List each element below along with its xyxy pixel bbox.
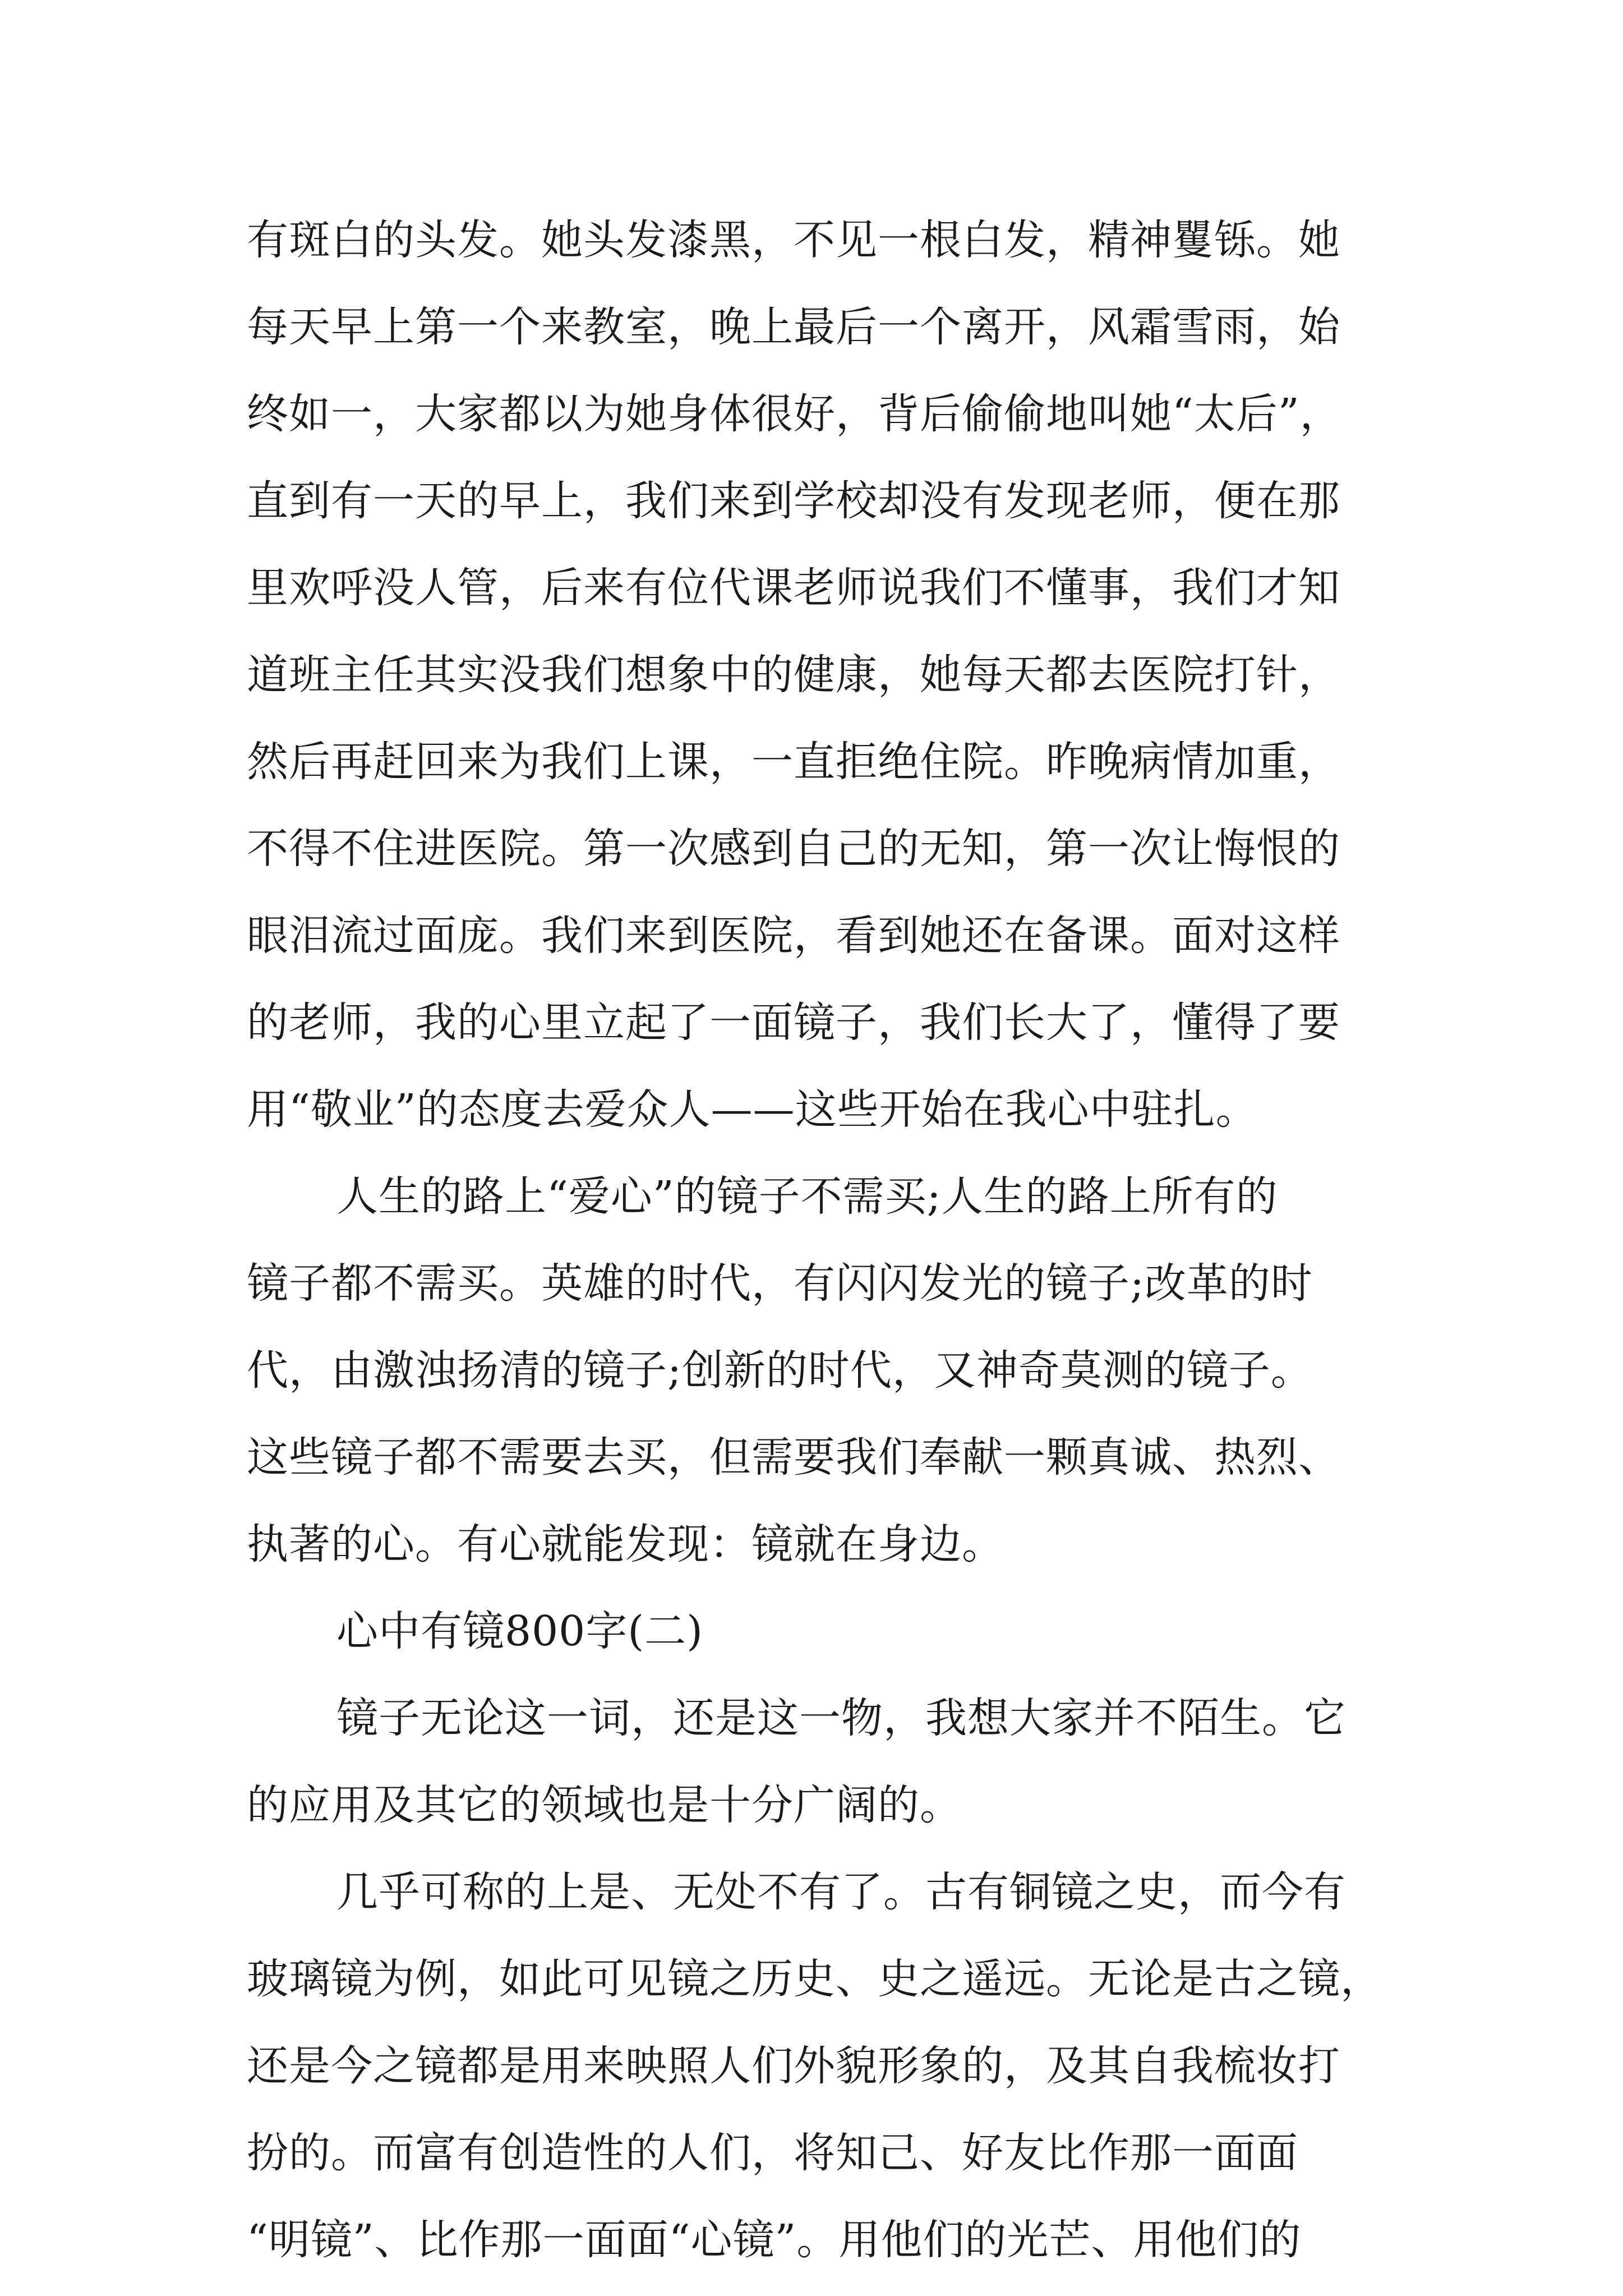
paragraph-start: 镜子无论这一词，还是这一物，我想大家并不陌生。它 xyxy=(336,1694,1346,1742)
text-line: 道班主任其实没我们想象中的健康，她每天都去医院打针， xyxy=(247,651,1340,699)
section-heading: 心中有镜800字(二) xyxy=(336,1607,703,1655)
text-line: 还是今之镜都是用来映照人们外貌形象的，及其自我梳妆打 xyxy=(247,2042,1340,2090)
text-line: 镜子都不需买。英雄的时代，有闪闪发光的镜子;改革的时 xyxy=(247,1259,1313,1308)
text-line: 玻璃镜为例，如此可见镜之历史、史之遥远。无论是古之镜， xyxy=(247,1955,1382,2003)
text-line: “明镜”、比作那一面面“心镜”。用他们的光芒、用他们的 xyxy=(247,2216,1302,2264)
text-line: 这些镜子都不需要去买，但需要我们奉献一颗真诚、热烈、 xyxy=(247,1433,1340,1481)
text-line: 代，由激浊扬清的镜子;创新的时代，又神奇莫测的镜子。 xyxy=(247,1346,1313,1395)
text-line: 的应用及其它的领域也是十分广阔的。 xyxy=(247,1781,962,1829)
text-line: 扮的。而富有创造性的人们，将知己、好友比作那一面面 xyxy=(247,2129,1298,2177)
text-line: 每天早上第一个来教室，晚上最后一个离开，风霜雪雨，始 xyxy=(247,303,1340,351)
paragraph-start: 几乎可称的上是、无处不有了。古有铜镜之史，而今有 xyxy=(336,1868,1346,1916)
text-line: 用“敬业”的态度去爱众人——这些开始在我心中驻扎。 xyxy=(247,1085,1258,1134)
text-line: 直到有一天的早上，我们来到学校却没有发现老师，便在那 xyxy=(247,477,1340,525)
text-line: 的老师，我的心里立起了一面镜子，我们长大了，懂得了要 xyxy=(247,999,1340,1047)
text-line: 执著的心。有心就能发现：镜就在身边。 xyxy=(247,1520,1004,1568)
text-line: 终如一，大家都以为她身体很好，背后偷偷地叫她“太后”， xyxy=(247,390,1342,438)
text-line: 有斑白的头发。她头发漆黑，不见一根白发，精神矍铄。她 xyxy=(247,216,1340,264)
paragraph-start: 人生的路上“爱心”的镜子不需买;人生的路上所有的 xyxy=(336,1172,1278,1221)
text-line: 里欢呼没人管，后来有位代课老师说我们不懂事，我们才知 xyxy=(247,564,1340,612)
text-line: 眼泪流过面庞。我们来到医院，看到她还在备课。面对这样 xyxy=(247,912,1340,960)
text-line: 不得不住进医院。第一次感到自己的无知，第一次让悔恨的 xyxy=(247,825,1340,873)
text-line: 然后再赶回来为我们上课，一直拒绝住院。昨晚病情加重， xyxy=(247,738,1340,786)
